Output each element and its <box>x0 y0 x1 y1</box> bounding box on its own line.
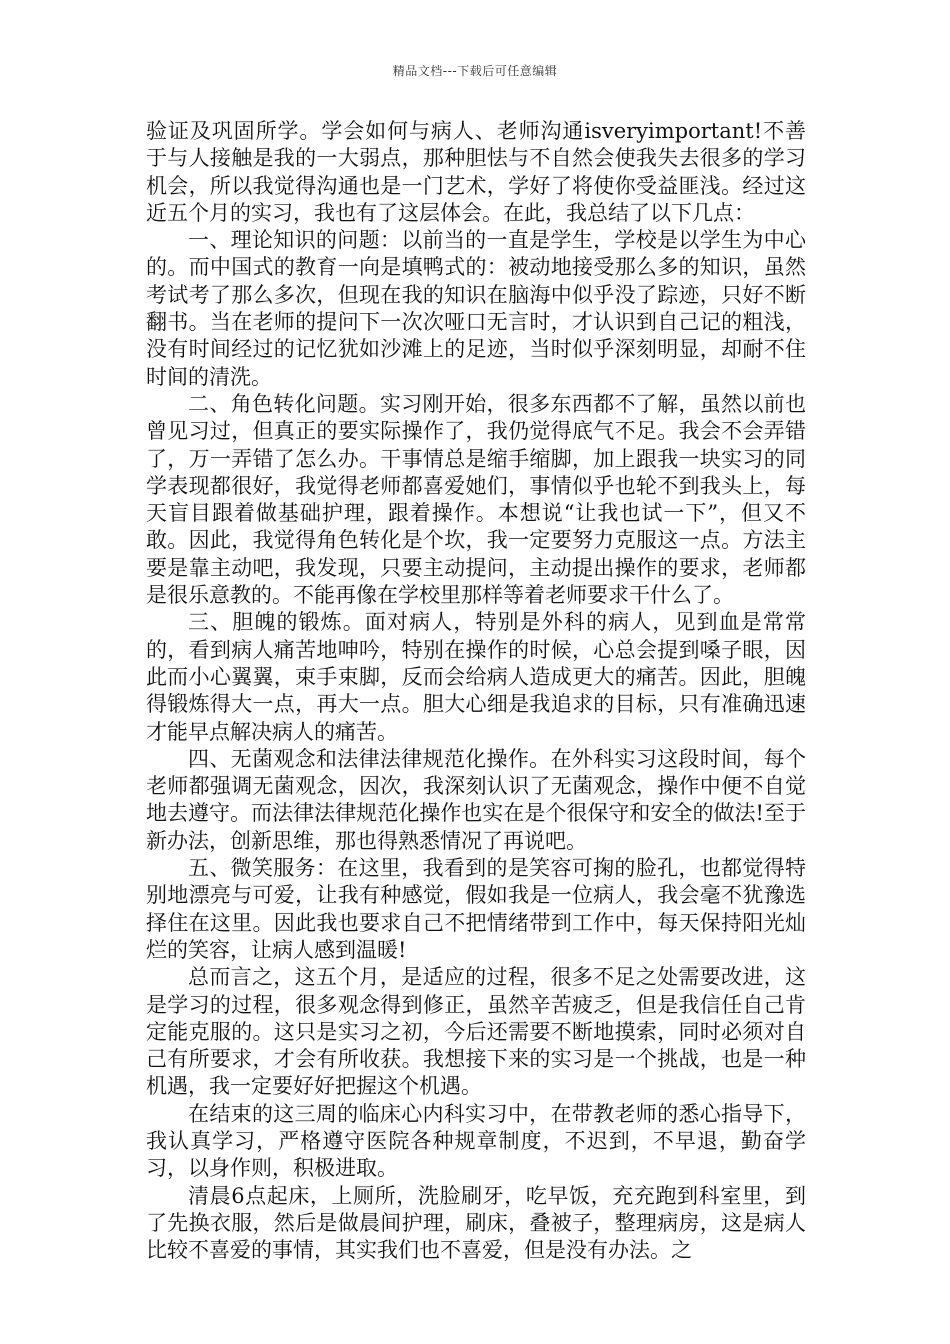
paragraph-role-transition: 二、角色转化问题。实习刚开始，很多东西都不了解，虽然以前也曾见习过，但真正的要实际操作了，我仍觉得底气不足。我会不会弄错了，万一弄错了怎么办。干事情总是缩手缩脚，加上跟我一块实习的同学表现都很好，我觉得老师都喜爱她们，事情似乎也轮不到我头上，每天盲目跟着做基础护理，跟着操作。本想说“让我也试一下”，但又不敢。因此，我觉得角色转化是个坎，我一定要努力克服这一点。方法主要是靠主动吧，我发现，只要主动提问，主动提出操作的要求，老师都是很乐意教的。不能再像在学校里那样等着老师要求干什么了。 <box>146 391 806 608</box>
document-body <box>146 118 806 1264</box>
paragraph-cardiology: 在结束的这三周的临床心内科实习中，在带教老师的悉心指导下，我认真学习，严格遵守医院各种规章制度，不迟到，不早退，勤奋学习，以身作则，积极进取。 <box>146 1101 806 1181</box>
paragraph-aseptic-concept: 四、无菌观念和法律法律规范化操作。在外科实习这段时间，每个老师都强调无菌观念，因次，我深刻认识了无菌观念，操作中便不自觉地去遵守。而法律法律规范化操作也实在是个很保守和安全的做法!至于新办法，创新思维，那也得熟悉情况了再说吧。 <box>146 746 806 853</box>
paragraph-intro: 验证及巩固所学。学会如何与病人、老师沟通isveryimportant!不善于与人接触是我的一大弱点，那种胆怯与不自然会使我失去很多的学习机会，所以我觉得沟通也是一门艺术，学好了将使你受益匪浅。经过这近五个月的实习，我也有了这层体会。在此，我总结了以下几点： <box>146 119 806 225</box>
paragraph-summary: 总而言之，这五个月，是适应的过程，很多不足之处需要改进，这是学习的过程，很多观念得到修正，虽然辛苦疲乏，但是我信任自己肯定能克服的。这只是实习之初，今后还需要不断地摸索，同时必须对自己有所要求，才会有所收获。我想接下来的实习是一个挑战，也是一种机遇，我一定要好好把握这个机遇。 <box>146 965 806 1099</box>
paragraph-theory-knowledge: 一、理论知识的问题：以前当的一直是学生，学校是以学生为中心的。而中国式的教育一向是填鸭式的：被动地接受那么多的知识，虽然考试考了那么多次，但现在我的知识在脑海中似乎没了踪迹，只好不断翻书。当在老师的提问下一次次哑口无言时，才认识到自己记的粗浅，没有时间经过的记忆犹如沙滩上的足迹，当时似乎深刻明显，却耐不住时间的清洗。 <box>146 228 806 389</box>
paragraph-smile-service: 五、微笑服务：在这里，我看到的是笑容可掬的脸孔，也都觉得特别地漂亮与可爱，让我有种感觉，假如我是一位病人，我会毫不犹豫选择住在这里。因此我也要求自己不把情绪带到工作中，每天保持阳光灿烂的笑容，让病人感到温暖! <box>146 856 806 962</box>
page-header: 精品文档---下载后可任意编辑 <box>392 64 558 78</box>
paragraph-courage: 三、胆魄的锻炼。面对病人，特别是外科的病人，见到血是常常的，看到病人痛苦地呻吟，特别在操作的时候，心总会提到嗓子眼，因此而小心翼翼，束手束脚，反而会给病人造成更大的痛苦。因此，胆魄得锻炼得大一点，再大一点。胆大心细是我追求的目标，只有准确迅速才能早点解决病人的痛苦。 <box>146 610 806 744</box>
paragraph-daily-routine: 清晨6点起床，上厕所，洗脸刷牙，吃早饭，充充跑到科室里，到了先换衣服，然后是做晨间护理，刷床，叠被子，整理病房，这是病人比较不喜爱的事情，其实我们也不喜爱，但是没有办法。之 <box>146 1183 806 1263</box>
